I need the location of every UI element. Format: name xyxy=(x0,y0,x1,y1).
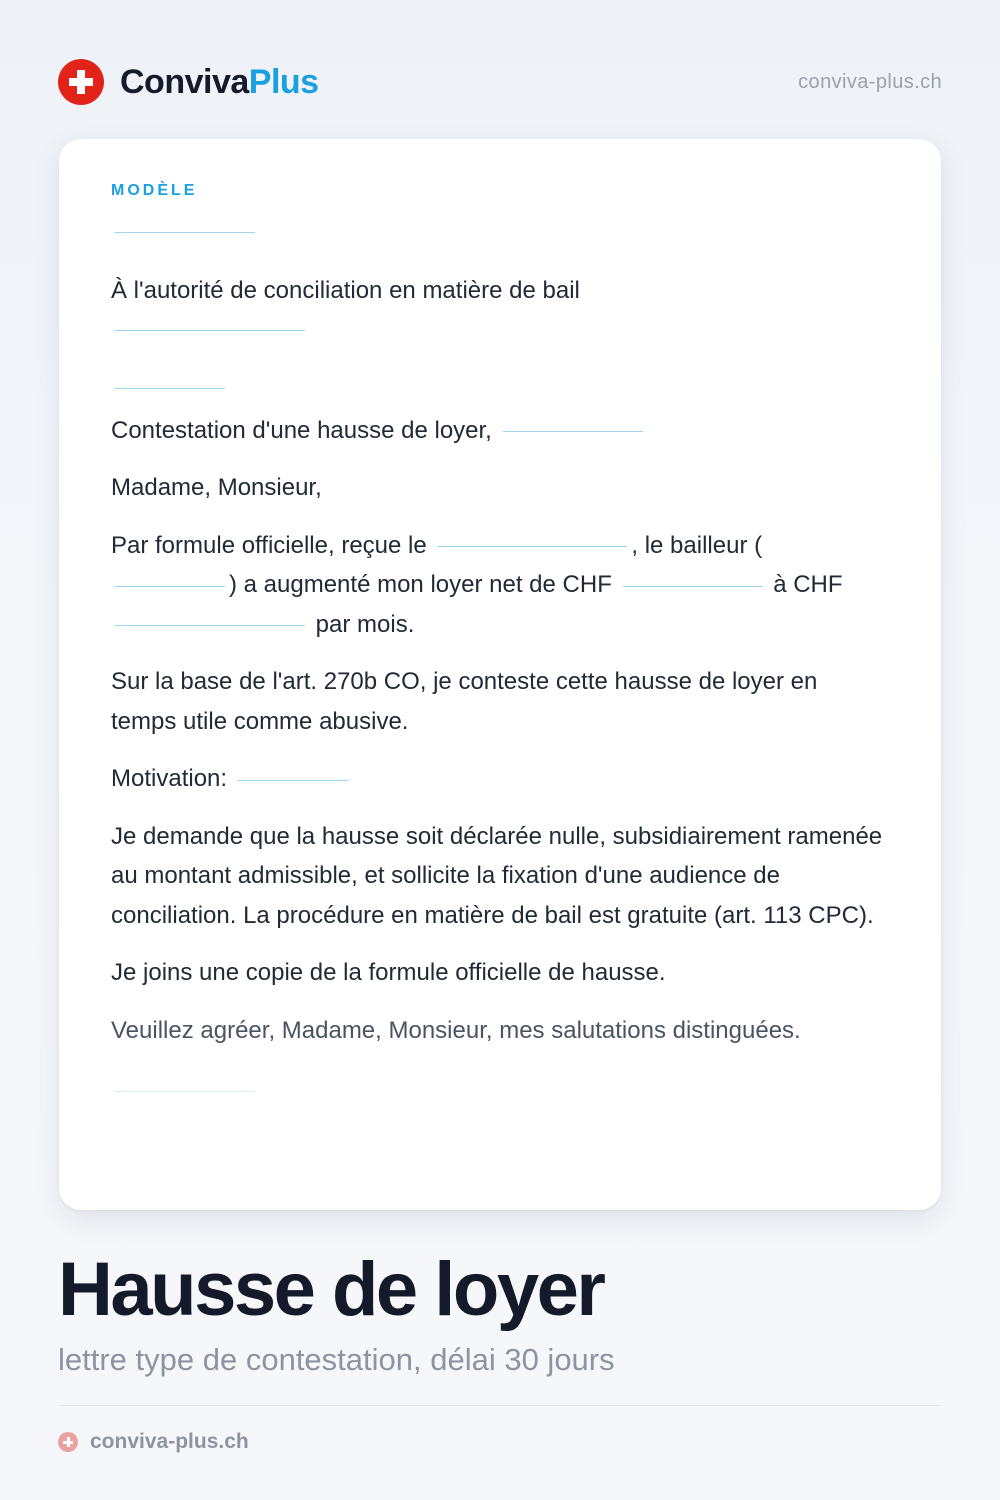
subject-line xyxy=(111,411,889,451)
header-url[interactable]: conviva-plus.ch xyxy=(798,70,942,93)
blank-received-date xyxy=(437,545,627,547)
swiss-cross-icon xyxy=(58,1432,78,1452)
notice-text-a: Par formule officielle, reçue le xyxy=(111,531,427,559)
blank-landlord xyxy=(115,585,225,587)
paragraph-contestation: Sur la base de l'art. 270b CO, je conteste cette hausse de loyer en temps utile comme abusive. xyxy=(111,668,818,735)
brand-name xyxy=(120,63,319,102)
brand-name-main: Conviva xyxy=(120,62,249,101)
blank-signature xyxy=(115,1090,255,1092)
subject-text: Contestation d'une hausse de loyer, xyxy=(111,416,492,444)
paragraph-notice xyxy=(111,526,889,645)
footer-url[interactable]: conviva-plus.ch xyxy=(90,1430,249,1453)
notice-text-e: par mois. xyxy=(315,610,415,638)
notice-text-c: ) a augmenté mon loyer net de CHF xyxy=(229,571,612,598)
header xyxy=(58,58,942,106)
brand-name-accent: Plus xyxy=(248,62,319,101)
blank-motivation xyxy=(238,779,348,781)
notice-text-d: à CHF xyxy=(773,571,843,598)
paragraph-attachment: Je joins une copie de la formule officielle de hausse. xyxy=(111,959,666,986)
notice-text-b: , le bailleur ( xyxy=(631,531,763,559)
template-label: MODÈLE xyxy=(111,182,198,199)
blank-old-rent xyxy=(623,585,763,587)
page-subtitle: lettre type de contestation, délai 30 jours xyxy=(58,1342,615,1377)
paragraph-request: Je demande que la hausse soit déclarée nulle, subsidiairement ramenée au montant admissible, et sollicite la fixation d'une audience de conciliation. La procédure en matière de bail est gratuite (art. 113 CPC). xyxy=(111,822,883,929)
letter-card xyxy=(59,139,941,1210)
swiss-cross-icon xyxy=(58,59,104,105)
divider xyxy=(58,1405,942,1406)
footer[interactable] xyxy=(58,1426,249,1458)
motivation-line xyxy=(111,759,889,799)
brand[interactable] xyxy=(58,59,319,105)
recipient-line: À l'autorité de conciliation en matière de bail xyxy=(111,277,580,304)
closing-line: Veuillez agréer, Madame, Monsieur, mes salutations distinguées. xyxy=(111,1016,801,1044)
page-title: Hausse de loyer xyxy=(58,1247,604,1332)
blank-new-rent xyxy=(115,624,305,626)
blank-subject xyxy=(503,430,643,432)
motivation-label: Motivation: xyxy=(111,765,228,792)
salutation: Madame, Monsieur, xyxy=(111,474,322,501)
